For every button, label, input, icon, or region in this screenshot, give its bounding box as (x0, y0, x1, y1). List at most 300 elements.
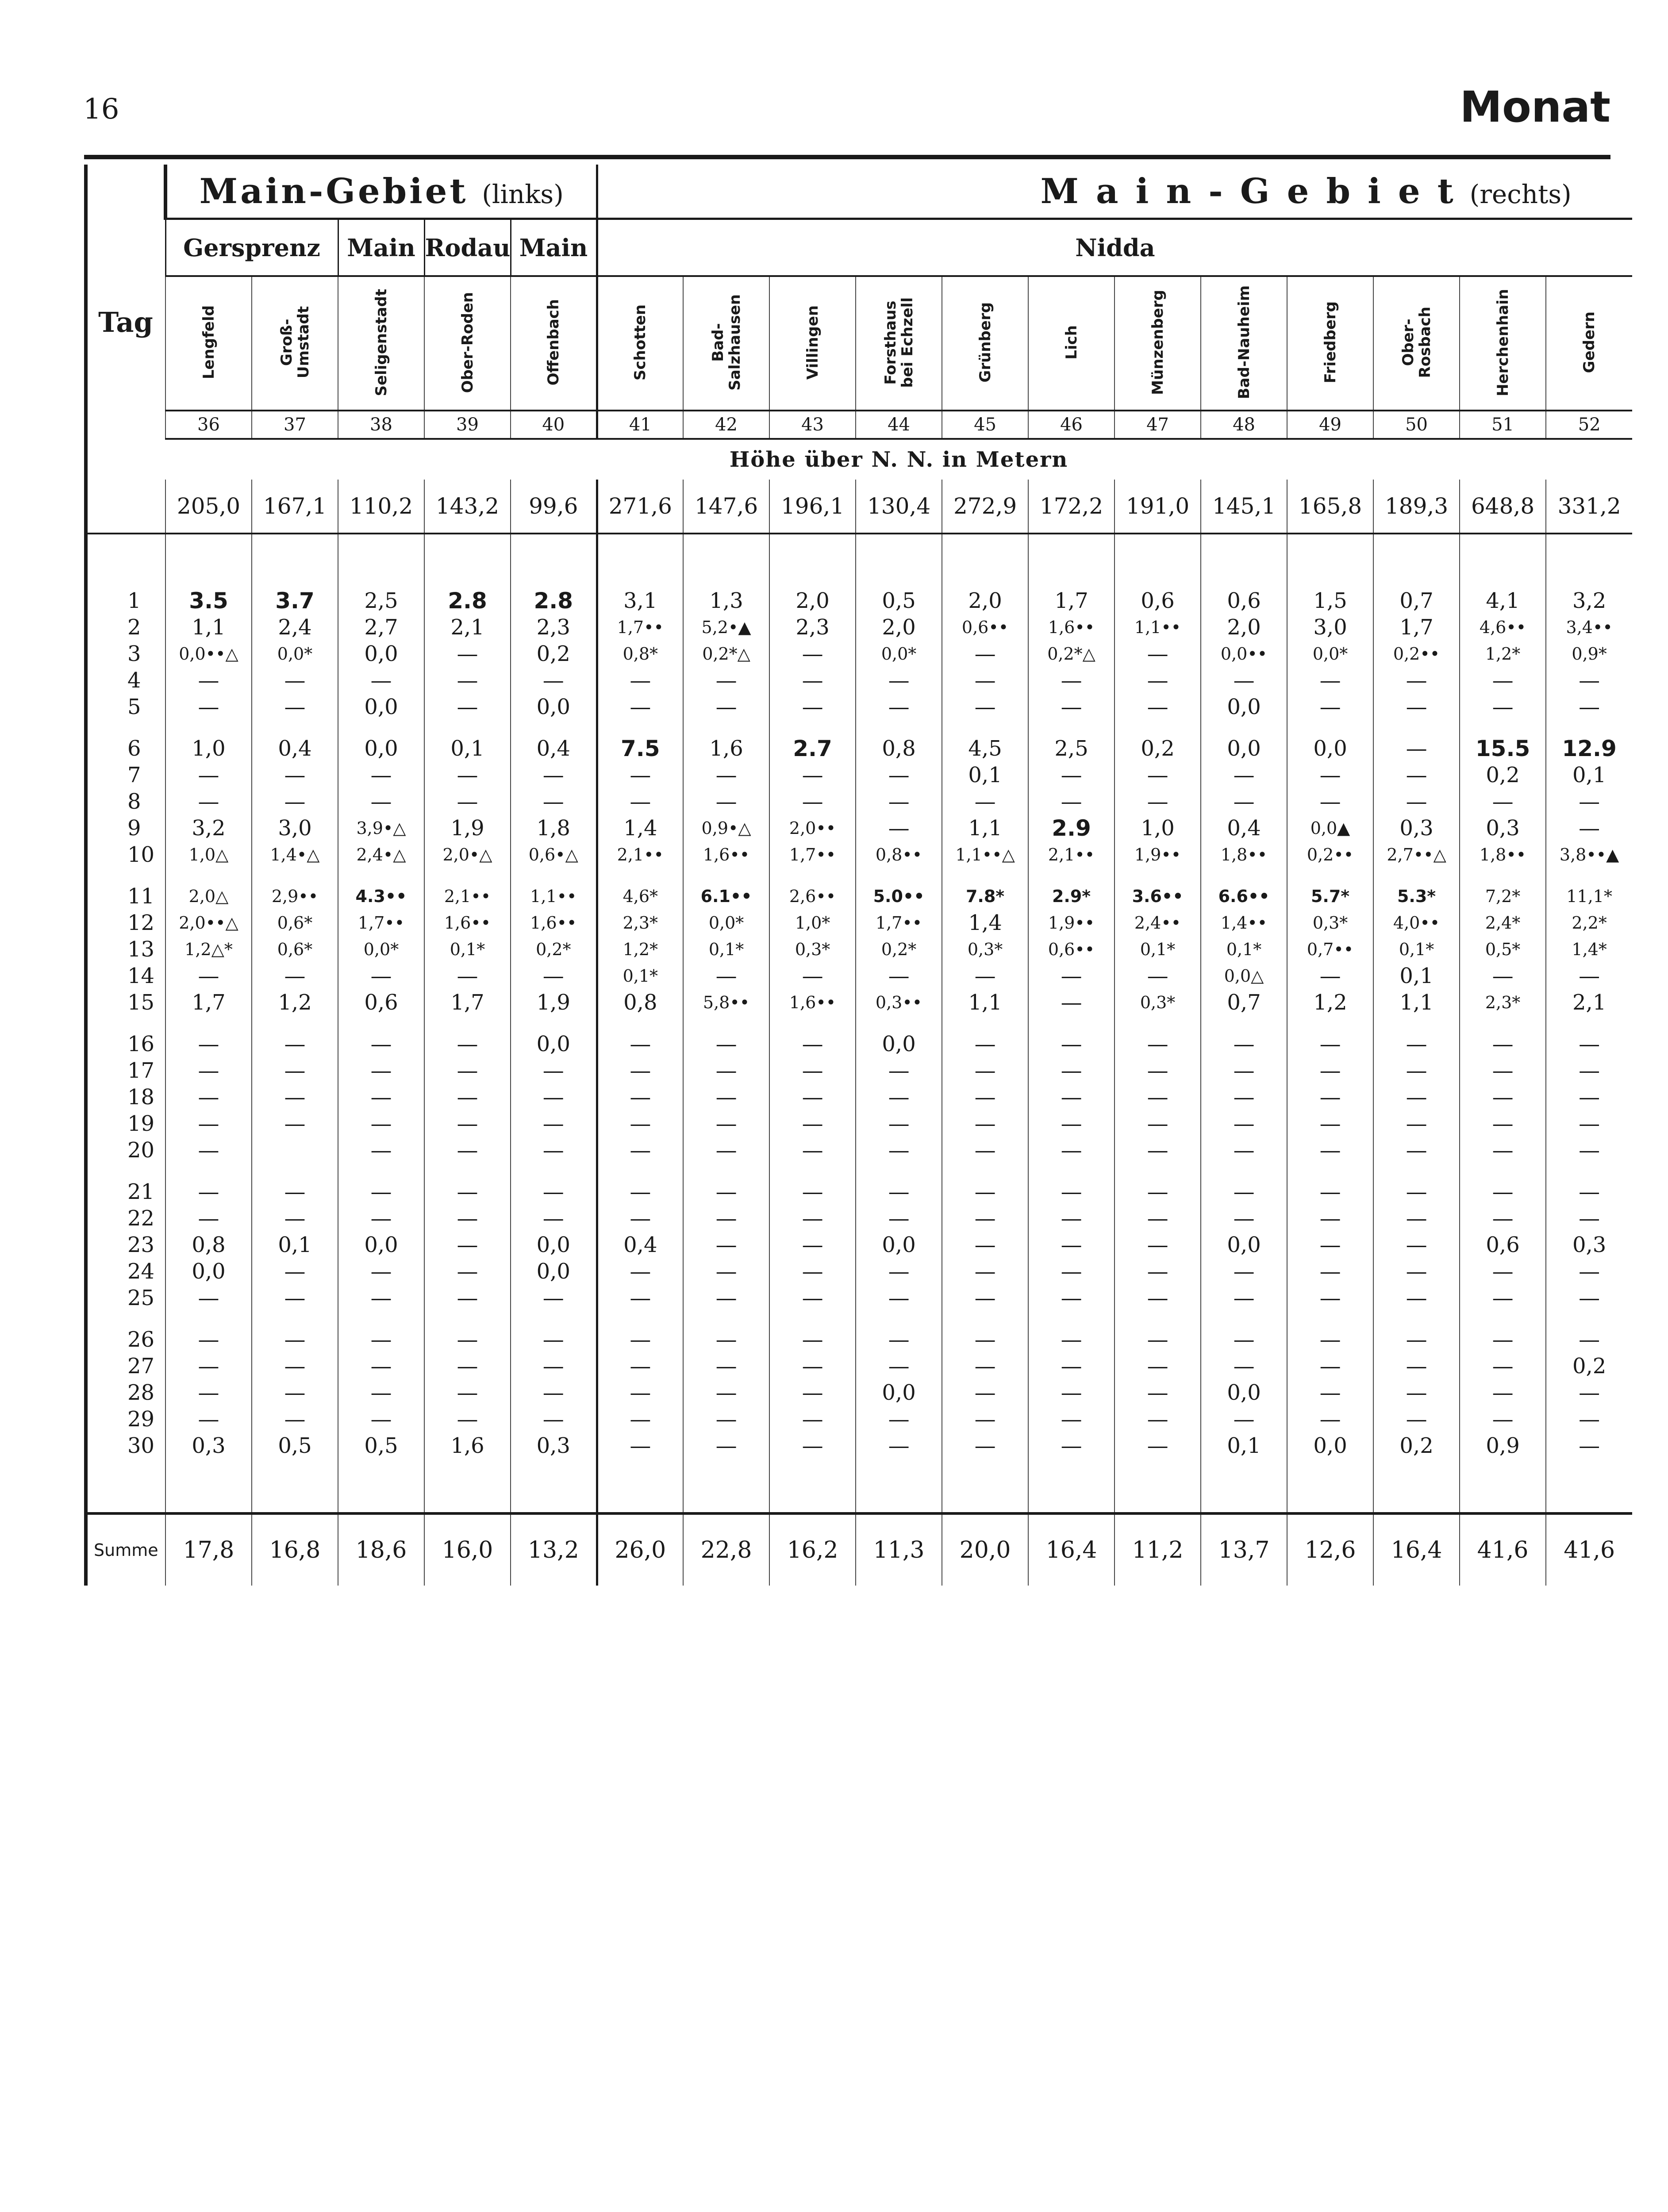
gap-cell (1546, 1016, 1632, 1031)
totals-cell: 13,7 (1201, 1513, 1287, 1586)
table-cell: — (1546, 667, 1632, 694)
table-cell: 1,7 (1028, 588, 1115, 614)
table-cell: — (1201, 1137, 1287, 1164)
table-cell: — (856, 1285, 942, 1311)
table-cell: 1,9•• (1028, 910, 1115, 936)
station-name: Grünberg (976, 302, 994, 383)
table-cell: 2,4 (252, 614, 338, 641)
table-cell: — (1460, 1326, 1546, 1353)
table-cell: — (1460, 1084, 1546, 1110)
table-cell: 3.7 (252, 588, 338, 614)
table-cell: — (1115, 1057, 1201, 1084)
table-cell: 0,7 (1373, 588, 1460, 614)
table-cell: 0,1 (1201, 1432, 1287, 1459)
station-name: Lich (1062, 325, 1080, 360)
table-cell: 2.9* (1028, 883, 1115, 910)
table-cell: 0,0* (683, 910, 769, 936)
table-cell: — (856, 1353, 942, 1379)
table-cell: 3.5 (165, 588, 252, 614)
table-row (86, 1379, 1632, 1406)
station-number: 49 (1287, 411, 1373, 439)
station-header (942, 276, 1028, 411)
table-cell: 2,0 (942, 588, 1028, 614)
table-cell: — (1546, 1084, 1632, 1110)
table-row (86, 1432, 1632, 1459)
table-cell: — (165, 1137, 252, 1164)
table-cell: — (165, 963, 252, 989)
table-cell: — (1028, 1031, 1115, 1057)
table-cell: — (1546, 1285, 1632, 1311)
table-cell: — (1115, 1326, 1201, 1353)
table-cell: — (1546, 1057, 1632, 1084)
totals-cell: 16,8 (252, 1513, 338, 1586)
table-cell: — (683, 963, 769, 989)
table-cell: — (1201, 1179, 1287, 1205)
table-cell: — (1460, 1406, 1546, 1432)
table-cell: — (942, 1137, 1028, 1164)
gap-cell (1201, 1311, 1287, 1326)
table-cell: 0,8* (597, 641, 683, 667)
gap-cell (1028, 1016, 1115, 1031)
table-row (86, 667, 1632, 694)
table-cell: 0,6•△ (511, 841, 597, 868)
gap-cell (942, 534, 1028, 588)
table-cell: 0,2 (1115, 735, 1201, 762)
table-cell: — (1201, 1205, 1287, 1232)
station-elevation: 172,2 (1028, 480, 1115, 534)
table-row (86, 641, 1632, 667)
gap-cell (338, 1164, 424, 1179)
day-number: 5 (86, 694, 165, 720)
gap-cell (252, 1311, 338, 1326)
table-cell: 0,2 (1546, 1353, 1632, 1379)
table-cell: 0,4 (1201, 815, 1287, 841)
table-cell: 3,4•• (1546, 614, 1632, 641)
table-cell: 1,6•• (683, 841, 769, 868)
table-cell: — (597, 1205, 683, 1232)
gap-cell (1546, 868, 1632, 883)
table-cell: — (1115, 1179, 1201, 1205)
gap-cell (252, 534, 338, 588)
table-cell: 1,1•• (511, 883, 597, 910)
gap-cell (942, 1164, 1028, 1179)
table-cell: — (252, 1057, 338, 1084)
table-cell: — (1546, 1205, 1632, 1232)
day-number: 10 (86, 841, 165, 868)
station-elevation: 271,6 (597, 480, 683, 534)
gap-cell (1546, 1164, 1632, 1179)
gap-cell (86, 1164, 165, 1179)
table-cell: 0,0 (856, 1232, 942, 1258)
table-cell: — (856, 1110, 942, 1137)
table-cell: — (942, 1057, 1028, 1084)
table-cell: — (1373, 1031, 1460, 1057)
station-name: Schotten (631, 304, 650, 380)
station-elevation: 165,8 (1287, 480, 1373, 534)
gap-cell (338, 868, 424, 883)
table-cell: 0,0 (511, 1258, 597, 1285)
table-cell: — (769, 1379, 856, 1406)
table-cell: — (856, 667, 942, 694)
totals-cell: 16,4 (1373, 1513, 1460, 1586)
table-cell: — (252, 1406, 338, 1432)
table-cell: — (683, 1137, 769, 1164)
station-header (338, 276, 424, 411)
table-cell: — (165, 1285, 252, 1311)
table-cell: — (683, 1031, 769, 1057)
table-cell: 1,7•• (597, 614, 683, 641)
table-cell: — (1546, 1432, 1632, 1459)
table-cell: 0,0 (338, 735, 424, 762)
table-cell: — (511, 1326, 597, 1353)
station-elevation: 167,1 (252, 480, 338, 534)
totals-cell: 11,3 (856, 1513, 942, 1586)
gap-cell (252, 720, 338, 735)
day-number: 19 (86, 1110, 165, 1137)
day-number: 2 (86, 614, 165, 641)
table-cell: — (1115, 1285, 1201, 1311)
gap-cell (856, 1311, 942, 1326)
station-header (1028, 276, 1115, 411)
table-cell: 3.6•• (1115, 883, 1201, 910)
table-cell: — (1287, 1232, 1373, 1258)
table-cell: 0,8 (597, 989, 683, 1016)
table-cell: 0,1* (683, 936, 769, 963)
table-cell: — (597, 1353, 683, 1379)
station-header (1115, 276, 1201, 411)
day-number: 21 (86, 1179, 165, 1205)
day-number: 12 (86, 910, 165, 936)
table-cell: — (1028, 989, 1115, 1016)
table-cell: 0,5* (1460, 936, 1546, 963)
precipitation-table (84, 165, 1632, 1586)
table-cell: — (1115, 1084, 1201, 1110)
table-cell: — (1115, 1258, 1201, 1285)
table-cell: — (1373, 735, 1460, 762)
table-cell: 0,3 (1373, 815, 1460, 841)
table-cell: — (597, 667, 683, 694)
table-cell: — (942, 1326, 1028, 1353)
gap-cell (1201, 720, 1287, 735)
river-main-2: Main (511, 219, 597, 276)
gap-cell (511, 534, 597, 588)
day-number: 26 (86, 1326, 165, 1353)
precipitation-table-container (84, 165, 1621, 1586)
table-cell: 0,6 (1115, 588, 1201, 614)
table-cell: — (1201, 1057, 1287, 1084)
table-cell: — (338, 1031, 424, 1057)
table-cell: 3,0 (252, 815, 338, 841)
table-cell: 1,6•• (424, 910, 511, 936)
table-cell: — (252, 788, 338, 815)
station-name: Seligenstadt (372, 288, 390, 396)
gap-cell (252, 1164, 338, 1179)
table-cell: — (424, 1326, 511, 1353)
table-cell: — (1201, 667, 1287, 694)
station-header (597, 276, 683, 411)
table-cell: — (769, 667, 856, 694)
table-cell: — (1460, 963, 1546, 989)
region-left-name: Main-Gebiet (199, 171, 469, 211)
table-cell: — (1373, 1232, 1460, 1258)
table-cell: — (769, 1205, 856, 1232)
table-cell: — (1028, 1285, 1115, 1311)
table-cell: — (338, 1137, 424, 1164)
station-name: Lengfeld (200, 305, 218, 380)
row-gap (86, 720, 1632, 735)
table-cell: — (769, 788, 856, 815)
table-cell: — (165, 1110, 252, 1137)
table-cell: — (1373, 1137, 1460, 1164)
table-cell: — (165, 667, 252, 694)
table-cell: — (856, 1057, 942, 1084)
table-cell: — (1287, 1406, 1373, 1432)
table-cell: — (683, 1232, 769, 1258)
table-cell: 1,9 (511, 989, 597, 1016)
station-number: 47 (1115, 411, 1201, 439)
table-cell: — (424, 762, 511, 788)
table-cell: — (1287, 1057, 1373, 1084)
table-cell: — (597, 762, 683, 788)
gap-cell (769, 1459, 856, 1513)
totals-cell: 41,6 (1460, 1513, 1546, 1586)
gap-cell (424, 1164, 511, 1179)
gap-cell (165, 720, 252, 735)
station-number: 44 (856, 411, 942, 439)
table-cell: 1,2* (597, 936, 683, 963)
table-cell: 0,9 (1460, 1432, 1546, 1459)
table-cell: — (1115, 1232, 1201, 1258)
station-header (769, 276, 856, 411)
table-cell: 0,0••△ (165, 641, 252, 667)
station-number: 52 (1546, 411, 1632, 439)
table-cell: — (1201, 1326, 1287, 1353)
table-cell: 0,1 (252, 1232, 338, 1258)
table-cell: — (424, 667, 511, 694)
table-cell: — (165, 1326, 252, 1353)
table-cell: — (252, 1179, 338, 1205)
table-cell: — (683, 1258, 769, 1285)
table-cell: — (338, 1326, 424, 1353)
table-cell: 0,3* (942, 936, 1028, 963)
table-cell: — (1287, 1205, 1373, 1232)
station-number: 40 (511, 411, 597, 439)
table-row (86, 762, 1632, 788)
gap-cell (338, 534, 424, 588)
totals-cell: 16,4 (1028, 1513, 1115, 1586)
table-cell: 0,0 (338, 641, 424, 667)
table-cell: — (424, 1353, 511, 1379)
table-cell: — (942, 1285, 1028, 1311)
table-cell: 5,8•• (683, 989, 769, 1016)
table-cell: — (252, 1258, 338, 1285)
row-gap (86, 1164, 1632, 1179)
table-cell: — (856, 963, 942, 989)
day-number: 7 (86, 762, 165, 788)
table-cell: — (769, 1057, 856, 1084)
table-cell: 0,2 (511, 641, 597, 667)
gap-cell (856, 868, 942, 883)
station-number: 50 (1373, 411, 1460, 439)
totals-cell: 41,6 (1546, 1513, 1632, 1586)
table-cell: — (338, 1258, 424, 1285)
table-cell: 0,6•• (1028, 936, 1115, 963)
table-cell: — (597, 694, 683, 720)
table-cell: 4,1 (1460, 588, 1546, 614)
table-cell: — (1028, 963, 1115, 989)
table-cell: — (1115, 1406, 1201, 1432)
table-cell: 0,3* (1115, 989, 1201, 1016)
table-cell: 0,8 (856, 735, 942, 762)
gap-cell (769, 868, 856, 883)
table-cell: — (1028, 762, 1115, 788)
table-cell: — (683, 1285, 769, 1311)
table-cell: — (683, 1326, 769, 1353)
gap-cell (856, 534, 942, 588)
table-cell: — (1028, 1379, 1115, 1406)
table-cell: — (683, 1205, 769, 1232)
station-name: Bad-Nauheim (1235, 285, 1253, 399)
table-cell: — (942, 1031, 1028, 1057)
table-cell: — (1028, 1432, 1115, 1459)
table-cell: 2,7••△ (1373, 841, 1460, 868)
gap-cell (597, 1016, 683, 1031)
table-cell: — (424, 1057, 511, 1084)
table-cell: — (942, 1258, 1028, 1285)
table-cell: 0,0 (338, 694, 424, 720)
table-cell: 1,1 (942, 989, 1028, 1016)
table-cell: — (1373, 1406, 1460, 1432)
table-cell: 0,0 (1201, 735, 1287, 762)
table-cell: 0,0 (1201, 1232, 1287, 1258)
table-cell: — (252, 1326, 338, 1353)
station-number: 45 (942, 411, 1028, 439)
table-cell: 1,7•• (769, 841, 856, 868)
region-left-side: (links) (482, 179, 564, 209)
station-name: Herchenhain (1494, 288, 1512, 396)
table-cell: — (1028, 1137, 1115, 1164)
row-gap (86, 1311, 1632, 1326)
table-row (86, 1232, 1632, 1258)
table-cell: — (683, 694, 769, 720)
table-cell: — (769, 1179, 856, 1205)
station-number: 38 (338, 411, 424, 439)
gap-cell (597, 720, 683, 735)
table-cell: 1,0 (1115, 815, 1201, 841)
table-cell: 1,6•• (1028, 614, 1115, 641)
table-row (86, 1258, 1632, 1285)
table-cell: — (597, 1179, 683, 1205)
table-row (86, 841, 1632, 868)
gap-cell (683, 1164, 769, 1179)
table-cell: — (1028, 1326, 1115, 1353)
gap-cell (1546, 720, 1632, 735)
gap-cell (511, 720, 597, 735)
gap-cell (683, 868, 769, 883)
table-cell: — (1546, 1406, 1632, 1432)
table-cell: — (338, 1353, 424, 1379)
gap-cell (1028, 1164, 1115, 1179)
table-row (86, 1353, 1632, 1379)
table-cell: — (1373, 1084, 1460, 1110)
table-cell: — (338, 1084, 424, 1110)
table-cell: — (597, 1031, 683, 1057)
table-cell: 0,4 (597, 1232, 683, 1258)
table-cell: — (511, 788, 597, 815)
table-cell: 0,0* (1287, 641, 1373, 667)
row-gap (86, 868, 1632, 883)
table-cell: — (769, 1232, 856, 1258)
gap-cell (942, 868, 1028, 883)
gap-cell (1287, 1459, 1373, 1513)
station-name: Villingen (803, 305, 822, 380)
table-cell: 1,6 (424, 1432, 511, 1459)
station-elevation: 99,6 (511, 480, 597, 534)
table-cell: 0,0 (1287, 735, 1373, 762)
table-cell: 2,4* (1460, 910, 1546, 936)
table-cell: 0,1* (1115, 936, 1201, 963)
table-cell: — (1115, 1353, 1201, 1379)
totals-cell: 16,2 (769, 1513, 856, 1586)
table-cell: — (338, 667, 424, 694)
gap-cell (1115, 720, 1201, 735)
gap-cell (252, 1016, 338, 1031)
gap-cell (511, 1459, 597, 1513)
table-cell: 1,2 (1287, 989, 1373, 1016)
table-cell: — (942, 1353, 1028, 1379)
table-cell: — (165, 762, 252, 788)
table-row (86, 989, 1632, 1016)
day-number: 9 (86, 815, 165, 841)
gap-cell (1287, 720, 1373, 735)
table-cell: — (252, 1031, 338, 1057)
table-cell: 3,2 (165, 815, 252, 841)
table-cell: — (1201, 1258, 1287, 1285)
table-cell: 0,1* (1373, 936, 1460, 963)
river-main: Main (338, 219, 424, 276)
table-cell: — (769, 762, 856, 788)
region-left-header (165, 165, 597, 219)
gap-cell (1460, 1016, 1546, 1031)
gap-cell (942, 1016, 1028, 1031)
table-cell: — (252, 694, 338, 720)
gap-cell (1373, 1016, 1460, 1031)
gap-cell (1373, 868, 1460, 883)
table-cell: 3,9•△ (338, 815, 424, 841)
table-cell: — (856, 1326, 942, 1353)
table-cell: — (856, 762, 942, 788)
table-cell: 4,6* (597, 883, 683, 910)
totals-cell: 16,0 (424, 1513, 511, 1586)
table-cell: — (424, 1205, 511, 1232)
table-cell: 0,1 (942, 762, 1028, 788)
table-cell: — (856, 1432, 942, 1459)
table-cell: — (1460, 1285, 1546, 1311)
table-cell: — (1201, 1406, 1287, 1432)
gap-cell (683, 1459, 769, 1513)
table-cell: 0,0•• (1201, 641, 1287, 667)
table-cell: — (165, 1057, 252, 1084)
gap-cell (1115, 868, 1201, 883)
gap-cell (165, 534, 252, 588)
station-elevation: 196,1 (769, 480, 856, 534)
table-cell: 1,0* (769, 910, 856, 936)
gap-cell (86, 534, 165, 588)
table-cell: 3,2 (1546, 588, 1632, 614)
table-cell: — (1546, 1258, 1632, 1285)
gap-cell (165, 1459, 252, 1513)
table-row (86, 910, 1632, 936)
